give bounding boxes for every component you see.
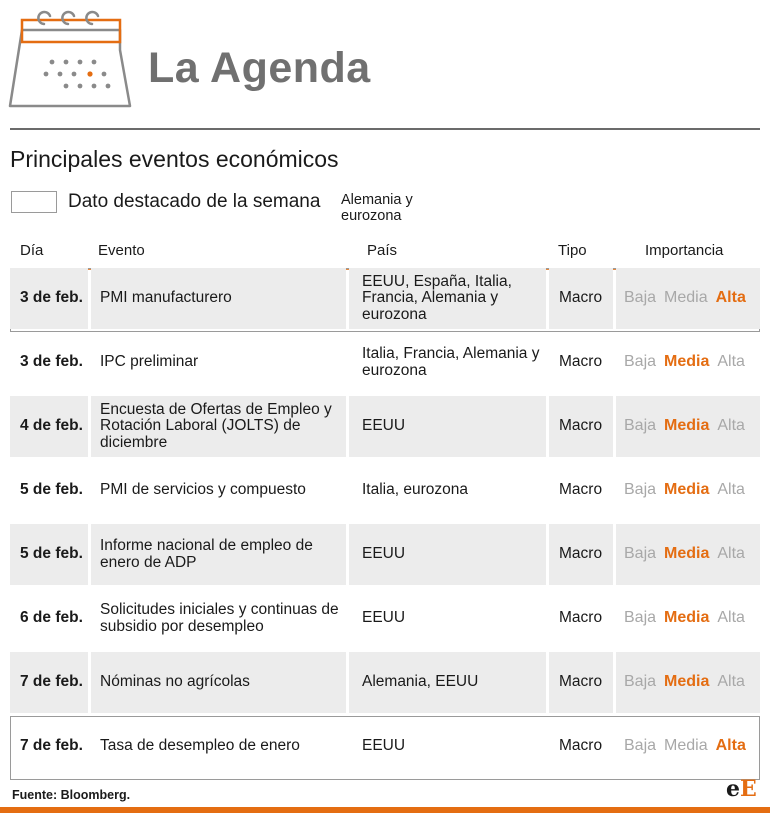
importance-alta: Alta [717, 609, 745, 627]
row-type: Macro [549, 268, 613, 329]
row-importance [616, 396, 760, 457]
row-day: 3 de feb. [10, 268, 88, 329]
row-country: EEUU [349, 524, 546, 585]
row-type: Macro [549, 652, 613, 713]
legend-swatch [11, 191, 57, 213]
row-day: 5 de feb. [20, 481, 83, 499]
row-event: IPC preliminar [100, 353, 199, 371]
row-day: 3 de feb. [20, 353, 83, 371]
brand-logo [726, 776, 757, 802]
row-event: PMI manufacturero [91, 268, 346, 329]
logo-E: E [740, 776, 757, 802]
importance-media: Media [664, 417, 710, 435]
importance-alta: Alta [717, 481, 745, 499]
legend-country-label: Alemania y eurozona [341, 192, 413, 224]
table-row [10, 396, 760, 460]
column-header-importance: Importancia [645, 242, 724, 259]
importance-baja: Baja [624, 289, 657, 307]
importance-baja: Baja [624, 481, 657, 499]
importance-alta: Alta [717, 417, 745, 435]
row-type: Macro [549, 396, 613, 457]
importance-alta: Alta [717, 545, 745, 563]
row-country: EEUU [349, 396, 546, 457]
importance-baja: Baja [624, 417, 657, 435]
row-event: Informe nacional de empleo de enero de ADP [91, 524, 346, 585]
importance-media: Media [664, 353, 710, 371]
row-importance [616, 652, 760, 713]
importance-media: Media [664, 609, 710, 627]
row-importance [616, 588, 760, 649]
calendar-icon [8, 8, 136, 110]
row-country: EEUU [362, 609, 406, 627]
importance-media: Media [664, 737, 708, 755]
column-header-type: Tipo [558, 242, 587, 259]
table-row [10, 652, 760, 716]
row-event: Tasa de desempleo de enero [100, 737, 300, 755]
row-day: 4 de feb. [10, 396, 88, 457]
section-subtitle: Principales eventos económicos [10, 146, 339, 172]
table-row [10, 716, 760, 780]
row-type: Macro [559, 481, 603, 499]
row-event: Solicitudes iniciales y continuas de subsidio por desempleo [100, 601, 339, 635]
importance-baja: Baja [624, 545, 657, 563]
row-day: 5 de feb. [10, 524, 88, 585]
page-title: La Agenda [148, 44, 371, 92]
column-header-country: País [367, 242, 398, 259]
column-header-event: Evento [98, 242, 145, 259]
row-country: EEUU, España, Italia, Francia, Alemania y eurozona [349, 268, 546, 329]
importance-alta: Alta [715, 289, 746, 307]
table-row [10, 332, 760, 396]
importance-media: Media [664, 289, 708, 307]
row-type: Macro [559, 737, 603, 755]
importance-alta: Alta [717, 673, 745, 691]
importance-alta: Alta [715, 737, 746, 755]
row-event: PMI de servicios y compuesto [100, 481, 306, 499]
importance-alta: Alta [717, 353, 745, 371]
row-type: Macro [559, 609, 603, 627]
header-divider [10, 128, 760, 130]
row-importance [616, 268, 760, 329]
importance-media: Media [664, 545, 710, 563]
row-day: 6 de feb. [20, 609, 83, 627]
row-importance [616, 460, 760, 521]
header [0, 0, 770, 115]
row-country: Italia, eurozona [362, 481, 468, 499]
legend-label: Dato destacado de la semana [68, 191, 321, 212]
row-importance [616, 716, 760, 777]
importance-media: Media [664, 673, 710, 691]
table-row [10, 588, 760, 652]
importance-baja: Baja [624, 737, 657, 755]
importance-media: Media [664, 481, 710, 499]
importance-baja: Baja [624, 353, 657, 371]
table-row [10, 460, 760, 524]
table-row [10, 268, 760, 332]
row-country: Alemania, EEUU [349, 652, 546, 713]
row-importance [616, 332, 760, 393]
row-importance [616, 524, 760, 585]
row-day: 7 de feb. [10, 652, 88, 713]
importance-baja: Baja [624, 609, 657, 627]
table-row [10, 524, 760, 588]
row-type: Macro [549, 524, 613, 585]
row-country: Italia, Francia, Alemania y eurozona [362, 345, 540, 379]
column-header-day: Día [20, 242, 44, 259]
source-note: Fuente: Bloomberg. [12, 788, 131, 802]
table-header [10, 234, 760, 270]
row-event: Encuesta de Ofertas de Empleo y Rotación Laboral (JOLTS) de diciembre [91, 396, 346, 457]
row-event: Nóminas no agrícolas [91, 652, 346, 713]
importance-baja: Baja [624, 673, 657, 691]
footer-bar [0, 807, 770, 813]
row-day: 7 de feb. [20, 737, 83, 755]
row-country: EEUU [362, 737, 406, 755]
logo-e: e [726, 776, 740, 802]
row-type: Macro [559, 353, 603, 371]
